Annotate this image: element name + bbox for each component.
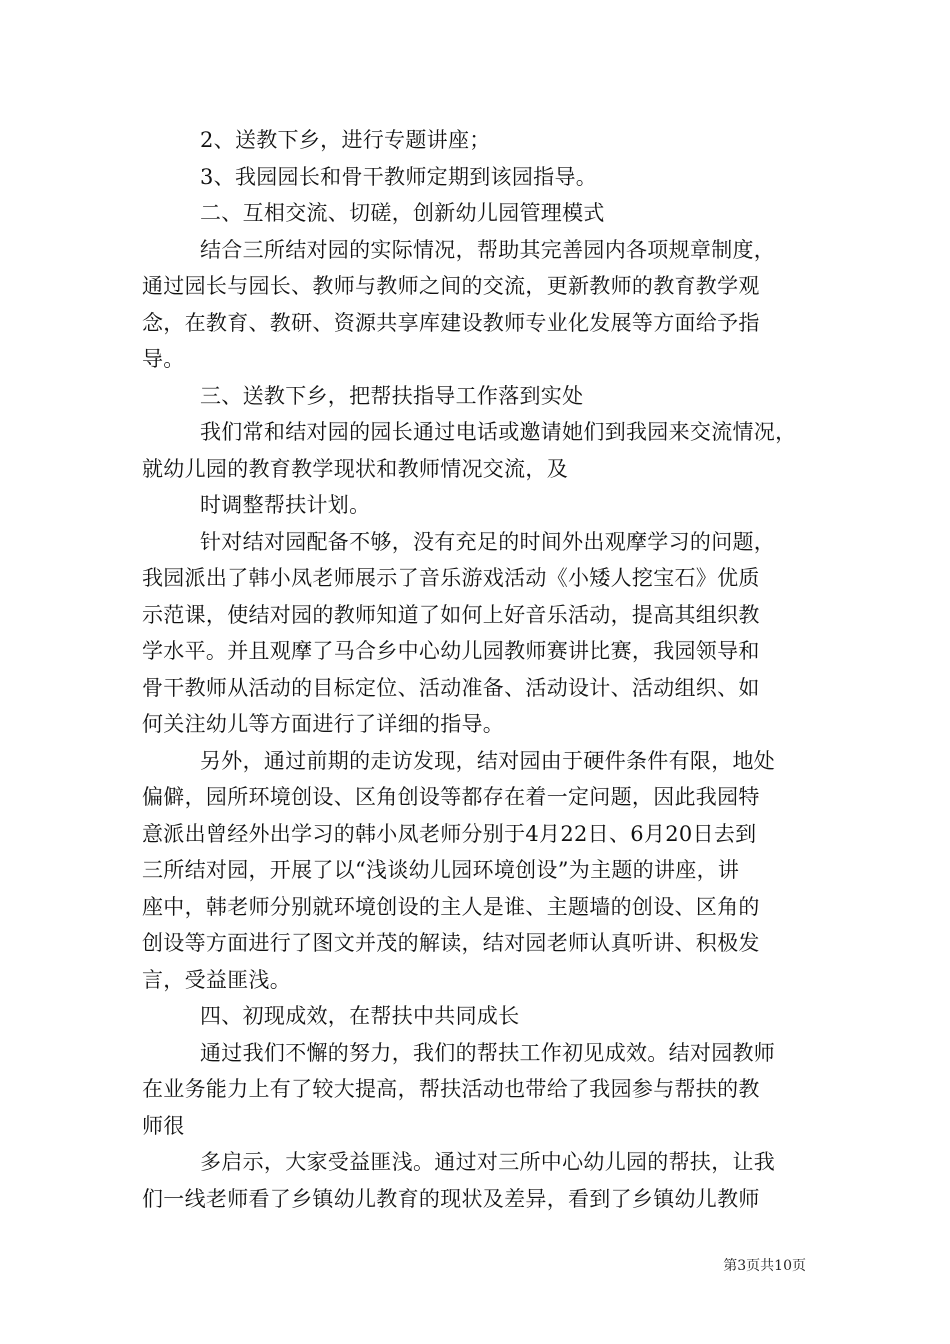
text-line: 何关注幼儿等方面进行了详细的指导。	[142, 712, 505, 736]
text-line: 我园派出了韩小凤老师展示了音乐游戏活动《小矮人挖宝石》优质	[142, 566, 760, 590]
text-line: 3、我园园长和骨干教师定期到该园指导。	[200, 165, 598, 189]
text-line: 导。	[142, 347, 185, 371]
text-line: 们一线老师看了乡镇幼儿教育的现状及差异，看到了乡镇幼儿教师	[142, 1187, 760, 1211]
text-line: 意派出曾经外出学习的韩小凤老师分别于4月22日、6月20日去到	[142, 822, 757, 846]
text-line: 示范课，使结对园的教师知道了如何上好音乐活动，提高其组织教	[142, 603, 760, 627]
text-line: 另外，通过前期的走访发现，结对园由于硬件条件有限，地处	[200, 749, 776, 773]
text-line: 在业务能力上有了较大提高，帮扶活动也带给了我园参与帮扶的教	[142, 1077, 760, 1101]
section-heading: 二、互相交流、切磋，创新幼儿园管理模式	[200, 201, 605, 225]
section-heading: 三、送教下乡，把帮扶指导工作落到实处	[200, 384, 584, 408]
text-line: 念，在教育、教研、资源共享库建设教师专业化发展等方面给予指	[142, 311, 760, 335]
text-line: 2、送教下乡，进行专题讲座；	[200, 128, 491, 152]
text-line: 我们常和结对园的园长通过电话或邀请她们到我园来交流情况，	[200, 420, 797, 444]
text-line: 骨干教师从活动的目标定位、活动准备、活动设计、活动组织、如	[142, 676, 760, 700]
section-heading: 四、初现成效，在帮扶中共同成长	[200, 1004, 520, 1028]
text-line: 结合三所结对园的实际情况，帮助其完善园内各项规章制度，	[200, 238, 776, 262]
text-line: 创设等方面进行了图文并茂的解读，结对园老师认真听讲、积极发	[142, 931, 760, 955]
text-line: 通过我们不懈的努力，我们的帮扶工作初见成效。结对园教师	[200, 1041, 776, 1065]
text-line: 多启示，大家受益匪浅。通过对三所中心幼儿园的帮扶，让我	[200, 1150, 776, 1174]
text-line: 针对结对园配备不够，没有充足的时间外出观摩学习的问题，	[200, 530, 776, 554]
text-line: 时调整帮扶计划。	[200, 493, 371, 517]
page-number-footer: 第3页共10页	[723, 1258, 806, 1274]
text-line: 就幼儿园的教育教学现状和教师情况交流，及	[142, 457, 568, 481]
text-line: 学水平。并且观摩了马合乡中心幼儿园教师赛讲比赛，我园领导和	[142, 639, 760, 663]
text-line: 三所结对园，开展了以“浅谈幼儿园环境创设”为主题的讲座，讲	[142, 858, 740, 882]
text-line: 通过园长与园长、教师与教师之间的交流，更新教师的教育教学观	[142, 274, 760, 298]
text-line: 偏僻，园所环境创设、区角创设等都存在着一定问题，因此我园特	[142, 785, 760, 809]
text-line: 座中，韩老师分别就环境创设的主人是谁、主题墙的创设、区角的	[142, 895, 760, 919]
text-line: 师很	[142, 1114, 185, 1138]
text-line: 言，受益匪浅。	[142, 968, 292, 992]
